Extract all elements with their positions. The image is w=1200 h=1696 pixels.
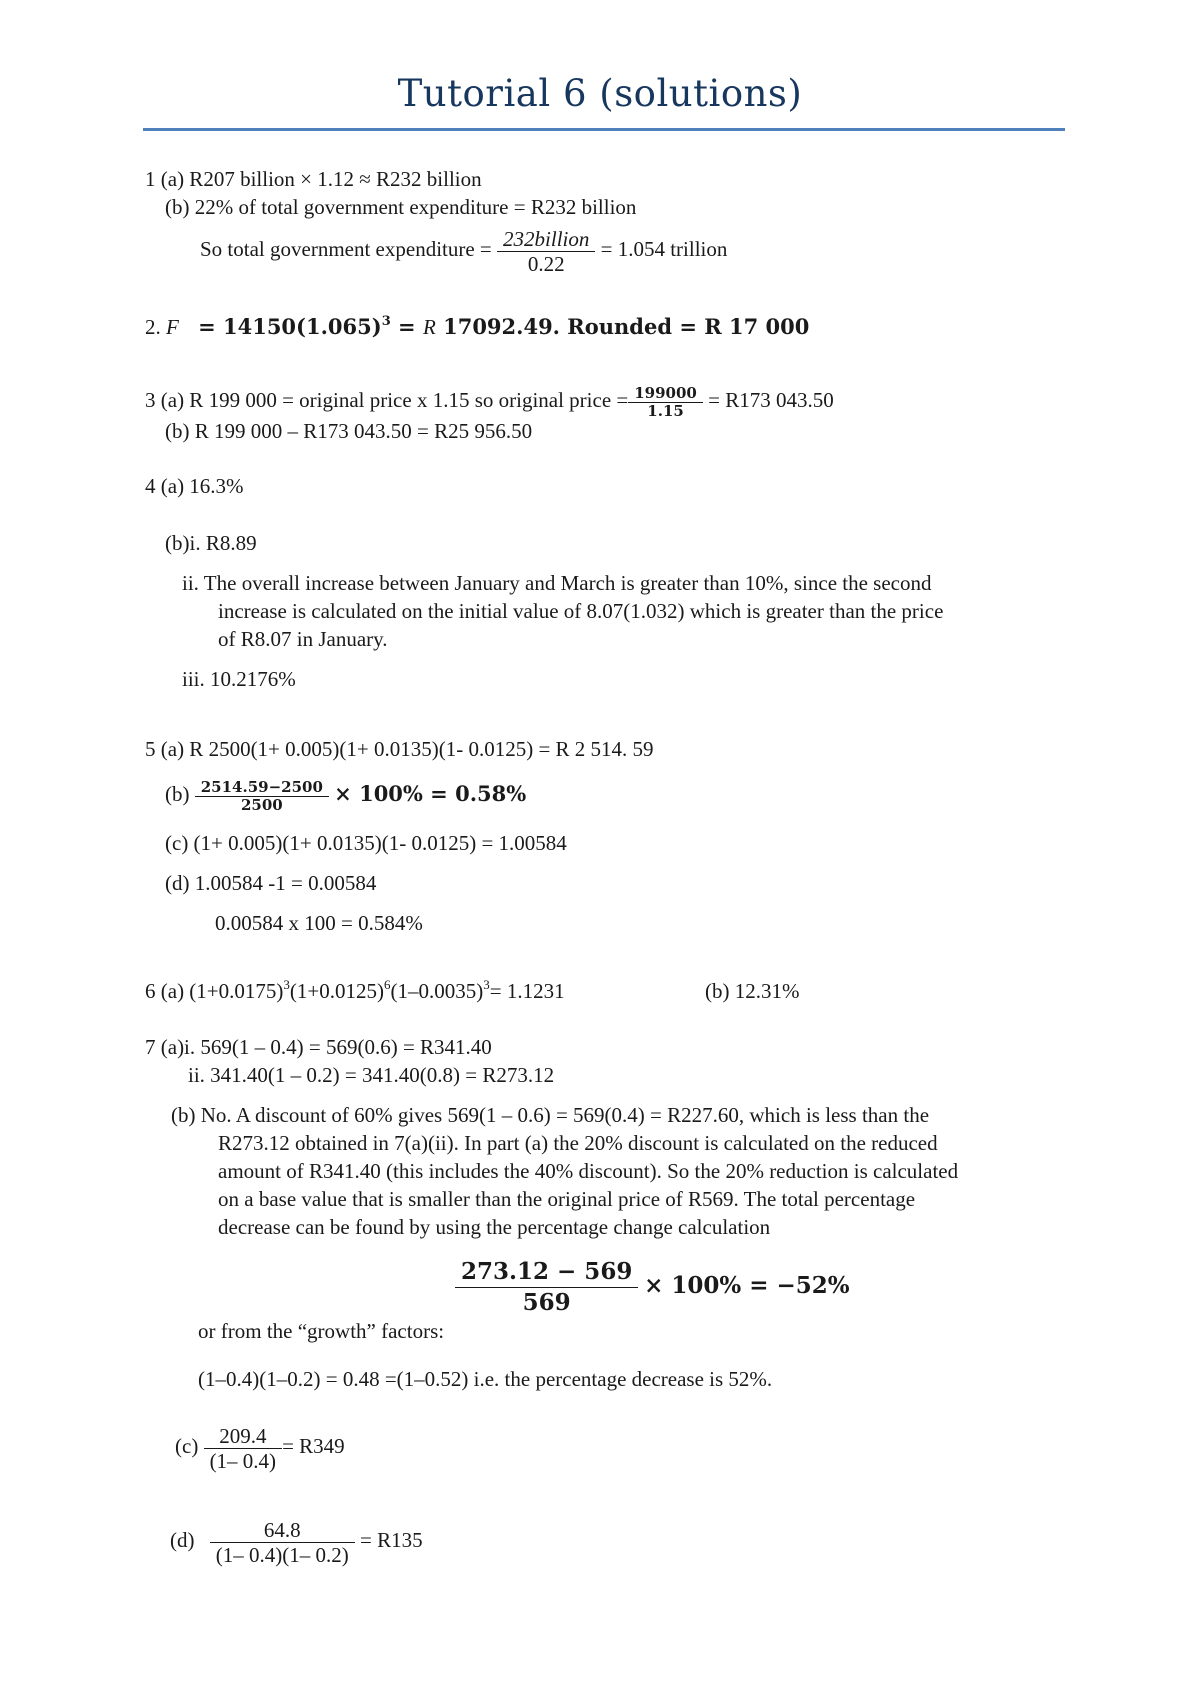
q7-pc-suffix: × 100% = −52% [644, 1272, 850, 1299]
q7-part-b-line4: on a base value that is smaller than the original price of R569. The total percentage [218, 1187, 916, 1211]
q5-b-label: (b) [165, 782, 190, 806]
q2-number: 2. [145, 315, 161, 339]
page-title: Tutorial 6 (solutions) [397, 72, 803, 115]
q7-pc-denominator: 569 [522, 1289, 571, 1317]
q7-d-denominator: (1– 0.4)(1– 0.2) [215, 1542, 349, 1567]
q3-fraction-numerator: 199000 [628, 385, 703, 403]
q4-part-bi: (b)i. R8.89 [165, 531, 257, 555]
q2-variable: F [166, 315, 179, 339]
q2-result: 17092.49. Rounded = R 17 000 [435, 314, 810, 339]
q7-part-aii: ii. 341.40(1 – 0.2) = 341.40(0.8) = R273.12 [188, 1063, 555, 1087]
q5-part-d-line1: (d) 1.00584 -1 = 0.00584 [165, 871, 377, 895]
q1-fraction-numerator: 232billion [497, 227, 595, 252]
q2-equation: = 14150(1.065) [198, 314, 382, 339]
q7-c-suffix: = R349 [282, 1434, 345, 1458]
q6-factor-3: (1–0.0035) [390, 979, 484, 1003]
q7-growth-intro: or from the “growth” factors: [198, 1319, 445, 1343]
q7-percentage-change [455, 1256, 850, 1318]
q7-part-b-line2: R273.12 obtained in 7(a)(ii). In part (a) the 20% discount is calculated on the reduced [218, 1131, 938, 1155]
q4-part-biii: iii. 10.2176% [182, 667, 296, 691]
q1-total-expenditure [200, 224, 727, 276]
q1-part-b: (b) 22% of total government expenditure = R232 billion [165, 195, 637, 219]
q7-part-d [170, 1510, 423, 1570]
q7-c-numerator: 209.4 [204, 1424, 283, 1449]
q4-part-bii-line1: ii. The overall increase between January and March is greater than 10%, since the second [182, 571, 932, 595]
q5-fraction-numerator: 2514.59−2500 [195, 779, 329, 797]
q1-so-suffix: = 1.054 trillion [600, 237, 728, 261]
q2-exponent: 3 [381, 314, 391, 329]
q7-growth-equation: (1–0.4)(1–0.2) = 0.48 =(1–0.52) i.e. the percentage decrease is 52%. [198, 1367, 773, 1391]
title-underline [143, 128, 1065, 131]
q7-part-b-line3: amount of R341.40 (this includes the 40% discount). So the 20% reduction is calculated [218, 1159, 959, 1183]
q7-part-ai: 7 (a)i. 569(1 – 0.4) = 569(0.6) = R341.40 [145, 1035, 492, 1059]
q1-so-prefix: So total government expenditure = [200, 237, 492, 261]
q3-part-b: (b) R 199 000 – R173 043.50 = R25 956.50 [165, 419, 533, 443]
q5-part-c: (c) (1+ 0.005)(1+ 0.0135)(1- 0.0125) = 1.00584 [165, 831, 567, 855]
q7-d-suffix: = R135 [359, 1528, 423, 1552]
q6-result: = 1.1231 [489, 979, 565, 1003]
q6-exponent-1: 3 [283, 977, 290, 992]
q4-part-bii-line2: increase is calculated on the initial value of 8.07(1.032) which is greater than the price [218, 599, 944, 623]
q7-c-denominator: (1– 0.4) [209, 1448, 277, 1473]
q3-fraction [628, 385, 703, 420]
q3-a-suffix: = R173 043.50 [702, 388, 834, 412]
q6-part-b: (b) 12.31% [705, 979, 800, 1003]
q1-fraction [497, 227, 595, 276]
q6-part-a [145, 978, 565, 1004]
q2-equals: = [390, 314, 423, 339]
q7-part-b-line5: decrease can be found by using the percentage change calculation [218, 1215, 771, 1239]
q7-part-c [175, 1416, 345, 1476]
q4-part-a: 4 (a) 16.3% [145, 474, 244, 498]
q7-c-label: (c) [175, 1434, 199, 1458]
q7-d-fraction [210, 1518, 355, 1567]
q5-b-suffix: × 100% = 0.58% [334, 781, 527, 806]
q7-c-fraction [204, 1424, 283, 1473]
q7-pc-fraction [455, 1257, 638, 1318]
q2-currency: R [422, 315, 436, 339]
q5-part-d-line2: 0.00584 x 100 = 0.584% [215, 911, 423, 935]
q7-d-label: (d) [170, 1528, 195, 1552]
q5-fraction [195, 779, 329, 814]
q3-a-prefix: 3 (a) R 199 000 = original price x 1.15 so original price = [145, 388, 629, 412]
q6-exponent-2: 6 [383, 977, 391, 992]
q5-fraction-denominator: 2500 [240, 795, 283, 814]
q7-pc-numerator: 273.12 − 569 [455, 1257, 638, 1288]
q5-part-a: 5 (a) R 2500(1+ 0.005)(1+ 0.0135)(1- 0.0125) = R 2 514. 59 [145, 737, 654, 761]
q4-part-bii-line3: of R8.07 in January. [218, 627, 388, 651]
q7-part-b-line1: (b) No. A discount of 60% gives 569(1 – 0.6) = 569(0.4) = R227.60, which is less than the [171, 1103, 930, 1127]
q1-part-a: 1 (a) R207 billion × 1.12 ≈ R232 billion [145, 167, 482, 191]
q5-part-b [165, 774, 526, 814]
q7-d-numerator: 64.8 [210, 1518, 355, 1543]
q3-part-a [145, 380, 834, 420]
q2-line [145, 314, 809, 340]
q6-label: 6 (a) (1+0.0175) [145, 979, 284, 1003]
q6-factor-2: (1+0.0125) [289, 979, 384, 1003]
q6-exponent-3: 3 [483, 977, 490, 992]
q1-fraction-denominator: 0.22 [527, 251, 565, 276]
q3-fraction-denominator: 1.15 [647, 401, 684, 420]
